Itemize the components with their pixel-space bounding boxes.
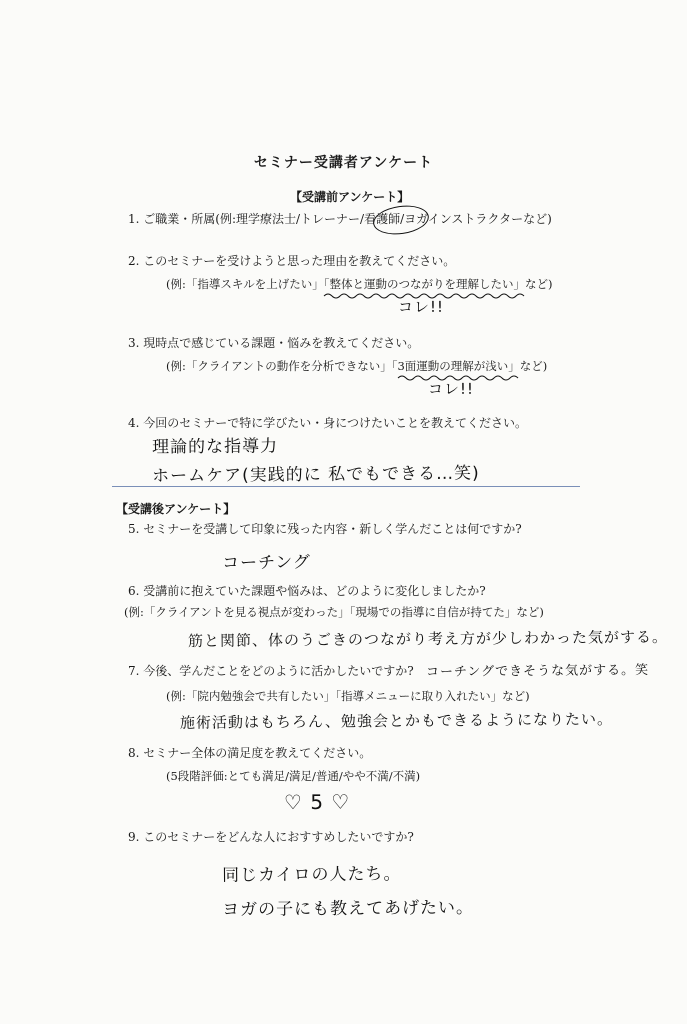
question-2: 2. このセミナーを受けようと思った理由を教えてください。 xyxy=(128,254,456,268)
question-2-example: (例:「指導スキルを上げたい」「整体と運動のつながりを理解したい」など) xyxy=(166,277,553,291)
answer-6: 筋と関節、体のうごきのつながり考え方が少しわかった気がする。 xyxy=(187,627,669,651)
answer-circle-mark xyxy=(371,202,430,238)
question-6: 6. 受講前に抱えていた課題や悩みは、どのように変化しましたか? xyxy=(128,584,486,598)
post-section-heading: 【受講後アンケート】 xyxy=(116,502,236,516)
answer-9-line-2: ヨガの子にも教えてあげたい。 xyxy=(221,897,475,921)
answer-5: コーチング xyxy=(221,552,311,574)
question-3-example: (例:「クライアントの動作を分析できない」「3面運動の理解が浅い」など) xyxy=(166,359,548,373)
question-7-example: (例:「院内勉強会で共有したい」「指導メニューに取り入れたい」など) xyxy=(166,689,530,703)
answer-9-line-1: 同じカイロの人たち。 xyxy=(221,864,402,886)
question-1: 1. ご職業・所属(例:理学療法士/トレーナー/看護師/ヨガインストラクターなど) xyxy=(128,212,552,226)
answer-2: コレ!! xyxy=(397,297,445,317)
page-title: セミナー受講者アンケート xyxy=(253,155,434,171)
question-3: 3. 現時点で感じている課題・悩みを教えてください。 xyxy=(128,336,420,350)
answer-7-side: コーチングできそうな気がする。笑 xyxy=(425,663,650,680)
question-4: 4. 今回のセミナーで特に学びたい・身につけたいことを教えてください。 xyxy=(128,416,528,430)
question-6-example: (例:「クライアントを見る視点が変わった」「現場での指導に自信が持てた」など) xyxy=(124,605,544,619)
answer-4-line-2: ホームケア(実践的に 私でもできる…笑) xyxy=(151,463,480,487)
answer-7: 施術活動はもちろん、勉強会とかもできるようになりたい。 xyxy=(179,710,613,732)
section-divider xyxy=(112,486,580,487)
question-5: 5. セミナーを受講して印象に残った内容・新しく学んだことは何ですか? xyxy=(128,522,522,536)
pre-section-heading: 【受講前アンケート】 xyxy=(290,190,410,204)
question-9: 9. このセミナーをどんな人におすすめしたいですか? xyxy=(128,830,414,844)
answer-4-line-1: 理論的な指導力 xyxy=(151,436,279,458)
answer-8: ♡ 5 ♡ xyxy=(283,789,351,815)
question-8-example: (5段階評価:とても満足/満足/普通/やや不満/不満) xyxy=(166,769,421,783)
question-7: 7. 今後、学んだことをどのように活かしたいですか? xyxy=(128,664,414,678)
question-8: 8. セミナー全体の満足度を教えてください。 xyxy=(128,746,372,760)
answer-3: コレ!! xyxy=(427,379,475,399)
